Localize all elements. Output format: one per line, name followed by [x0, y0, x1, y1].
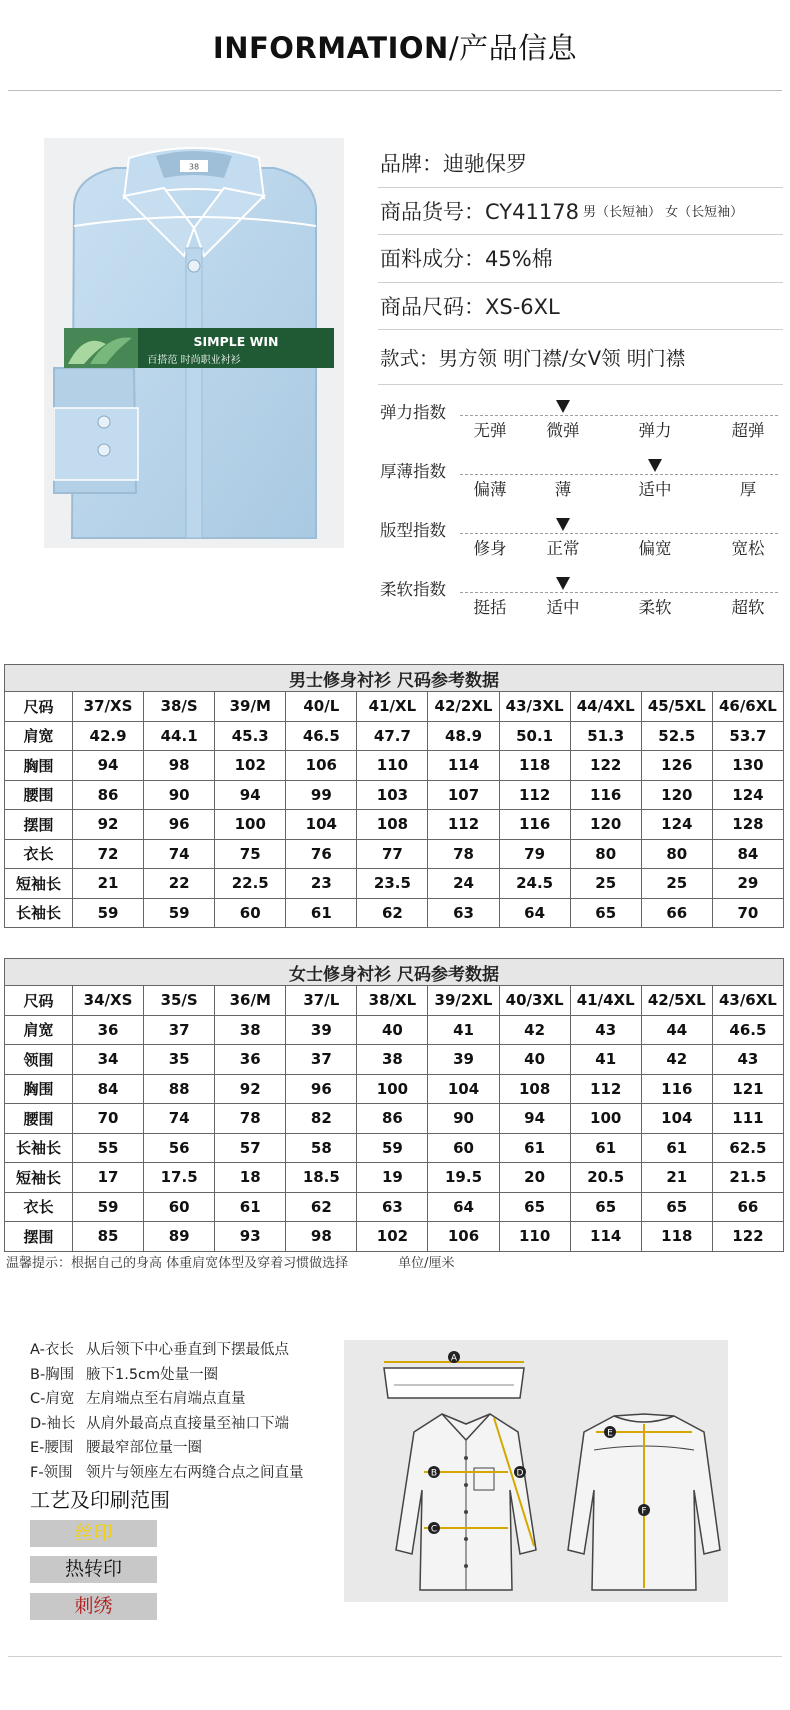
index-scale-line — [460, 533, 778, 534]
table-cell: 43 — [570, 1015, 641, 1045]
table-cell: 41/4XL — [570, 986, 641, 1016]
table-cell: 34 — [73, 1045, 144, 1075]
info-size: 商品尺码：XS-6XL — [378, 283, 783, 331]
table-cell: 39/M — [215, 692, 286, 722]
table-cell: 126 — [641, 751, 712, 781]
table-cell: 103 — [357, 780, 428, 810]
table-cell: 57 — [215, 1133, 286, 1163]
table-cell: 79 — [499, 839, 570, 869]
table-cell: 17 — [73, 1163, 144, 1193]
men-size-table — [4, 664, 784, 928]
table-cell: 24 — [428, 869, 499, 899]
table-cell: 36 — [73, 1015, 144, 1045]
table-cell: 37 — [286, 1045, 357, 1075]
women-size-table — [4, 958, 784, 1252]
table-cell: 75 — [215, 839, 286, 869]
table-cell: 99 — [286, 780, 357, 810]
table-cell: 112 — [570, 1074, 641, 1104]
row-label: 短袖长 — [5, 1163, 73, 1193]
title-cn: /产品信息 — [448, 31, 578, 65]
size-tip: 温馨提示：根据自己的身高 体重肩宽体型及穿着习惯做选择 单位/厘米 — [6, 1256, 455, 1271]
table-cell: 46.5 — [712, 1015, 783, 1045]
table-cell: 106 — [286, 751, 357, 781]
row-label: 腰围 — [5, 1104, 73, 1134]
table-cell: 46/6XL — [712, 692, 783, 722]
index-label: 弹力指数 — [380, 403, 446, 422]
table-cell: 72 — [73, 839, 144, 869]
table-cell: 106 — [428, 1222, 499, 1252]
index-option: 宽松 — [731, 539, 765, 558]
table-cell: 65 — [570, 898, 641, 928]
index-option: 无弹 — [473, 421, 507, 440]
table-row — [5, 1045, 784, 1075]
table-cell: 21 — [73, 869, 144, 899]
craft-heat-transfer: 热转印 — [30, 1556, 157, 1583]
table-cell: 34/XS — [73, 986, 144, 1016]
table-cell: 42 — [499, 1015, 570, 1045]
table-cell: 84 — [712, 839, 783, 869]
table-cell: 78 — [215, 1104, 286, 1134]
table-cell: 37/XS — [73, 692, 144, 722]
legend-item: B-胸围 腋下1.5cm处量一圈 — [30, 1366, 219, 1383]
svg-text:E: E — [607, 1428, 613, 1439]
legend-item: A-衣长 从后领下中心垂直到下摆最低点 — [30, 1342, 289, 1358]
table-cell: 82 — [286, 1104, 357, 1134]
index-label: 柔软指数 — [380, 580, 446, 599]
table-cell: 77 — [357, 839, 428, 869]
legend-item: F-领围 领片与领座左右两缝合点之间直量 — [30, 1464, 304, 1481]
table-cell: 94 — [499, 1104, 570, 1134]
table-cell: 120 — [570, 810, 641, 840]
row-label: 长袖长 — [5, 1133, 73, 1163]
table-cell: 66 — [641, 898, 712, 928]
table-cell: 110 — [357, 751, 428, 781]
table-cell: 52.5 — [641, 721, 712, 751]
table-cell: 74 — [144, 839, 215, 869]
index-option: 柔软 — [638, 598, 672, 617]
table-cell: 122 — [712, 1222, 783, 1252]
index-option: 适中 — [638, 480, 672, 499]
table-cell: 19.5 — [428, 1163, 499, 1193]
table-cell: 111 — [712, 1104, 783, 1134]
women_table-header-row — [5, 986, 784, 1016]
table-cell: 44/4XL — [570, 692, 641, 722]
legend-item: D-袖长 从肩外最高点直接量至袖口下端 — [30, 1415, 289, 1432]
table-cell: 22.5 — [215, 869, 286, 899]
table-cell: 62.5 — [712, 1133, 783, 1163]
women-table-title: 女士修身衬衫 尺码参考数据 — [5, 959, 784, 986]
info-sku-note: 男（长短袖） 女（长短袖） — [582, 205, 744, 221]
table-cell: 59 — [357, 1133, 428, 1163]
product-photo — [44, 138, 344, 548]
table-cell: 37/L — [286, 986, 357, 1016]
table-cell: 36/M — [215, 986, 286, 1016]
table-cell: 62 — [357, 898, 428, 928]
table-cell: 42.9 — [73, 721, 144, 751]
table-cell: 61 — [641, 1133, 712, 1163]
info-style: 款式：男方领 明门襟/女V领 明门襟 — [378, 330, 783, 385]
table-cell: 37 — [144, 1015, 215, 1045]
table-cell: 92 — [73, 810, 144, 840]
table-cell: 38 — [215, 1015, 286, 1045]
table-cell: 96 — [286, 1074, 357, 1104]
table-cell: 38/S — [144, 692, 215, 722]
table-cell: 40/3XL — [499, 986, 570, 1016]
table-cell: 63 — [357, 1192, 428, 1222]
index-option: 挺括 — [473, 598, 507, 617]
table-cell: 35/S — [144, 986, 215, 1016]
table-cell: 116 — [570, 780, 641, 810]
table-cell: 63 — [428, 898, 499, 928]
table-cell: 55 — [73, 1133, 144, 1163]
table-cell: 128 — [712, 810, 783, 840]
table-cell: 65 — [570, 1192, 641, 1222]
table-cell: 19 — [357, 1163, 428, 1193]
table-cell: 64 — [428, 1192, 499, 1222]
table-row — [5, 721, 784, 751]
table-cell: 36 — [215, 1045, 286, 1075]
table-cell: 43/3XL — [499, 692, 570, 722]
table-cell: 46.5 — [286, 721, 357, 751]
product-info — [378, 140, 783, 385]
table-cell: 35 — [144, 1045, 215, 1075]
table-cell: 100 — [570, 1104, 641, 1134]
index-option: 修身 — [473, 539, 507, 558]
table-cell: 65 — [499, 1192, 570, 1222]
table-cell: 98 — [144, 751, 215, 781]
table-cell: 60 — [428, 1133, 499, 1163]
table-row — [5, 869, 784, 899]
index-elasticity — [378, 395, 783, 454]
table-cell: 58 — [286, 1133, 357, 1163]
table-cell: 41 — [570, 1045, 641, 1075]
table-cell: 61 — [286, 898, 357, 928]
info-brand: 品牌：迪驰保罗 — [378, 140, 783, 188]
collar-sketch — [384, 1362, 524, 1398]
table-cell: 18.5 — [286, 1163, 357, 1193]
table-row — [5, 751, 784, 781]
index-label: 厚薄指数 — [380, 462, 446, 481]
svg-text:A: A — [450, 1353, 458, 1364]
index-selected-arrow-icon — [556, 518, 570, 531]
index-selected-arrow-icon — [648, 459, 662, 472]
row-label: 肩宽 — [5, 1015, 73, 1045]
table-cell: 17.5 — [144, 1163, 215, 1193]
table-cell: 53.7 — [712, 721, 783, 751]
table-cell: 78 — [428, 839, 499, 869]
table-cell: 29 — [712, 869, 783, 899]
table-row — [5, 1192, 784, 1222]
table-cell: 124 — [641, 810, 712, 840]
table-cell: 118 — [641, 1222, 712, 1252]
index-label: 版型指数 — [380, 521, 446, 540]
row-label: 摆围 — [5, 1222, 73, 1252]
table-cell: 90 — [144, 780, 215, 810]
table-cell: 43/6XL — [712, 986, 783, 1016]
table-cell: 59 — [73, 898, 144, 928]
table-cell: 89 — [144, 1222, 215, 1252]
index-option: 超软 — [731, 598, 765, 617]
legend-item: E-腰围 腰最窄部位量一圈 — [30, 1440, 202, 1456]
table-cell: 124 — [712, 780, 783, 810]
table-cell: 80 — [641, 839, 712, 869]
table-cell: 108 — [499, 1074, 570, 1104]
table-cell: 21 — [641, 1163, 712, 1193]
table-row — [5, 1222, 784, 1252]
table-cell: 38/XL — [357, 986, 428, 1016]
table-cell: 122 — [570, 751, 641, 781]
table-cell: 86 — [73, 780, 144, 810]
table-cell: 94 — [215, 780, 286, 810]
row-label: 胸围 — [5, 1074, 73, 1104]
table-cell: 56 — [144, 1133, 215, 1163]
table-cell: 48.9 — [428, 721, 499, 751]
table-cell: 112 — [499, 780, 570, 810]
table-cell: 118 — [499, 751, 570, 781]
row-label: 尺码 — [5, 692, 73, 722]
measure-diagram — [344, 1340, 728, 1602]
table-row — [5, 780, 784, 810]
table-cell: 22 — [144, 869, 215, 899]
index-option: 正常 — [546, 539, 580, 558]
row-label: 长袖长 — [5, 898, 73, 928]
info-fabric: 面料成分：45%棉 — [378, 235, 783, 283]
table-cell: 61 — [215, 1192, 286, 1222]
index-fit — [378, 513, 783, 572]
table-cell: 20 — [499, 1163, 570, 1193]
index-scale-line — [460, 415, 778, 416]
table-cell: 44 — [641, 1015, 712, 1045]
table-cell: 80 — [570, 839, 641, 869]
table-row — [5, 1133, 784, 1163]
index-option: 偏薄 — [473, 480, 507, 499]
table-cell: 59 — [73, 1192, 144, 1222]
craft-silk-print: 丝印 — [30, 1520, 157, 1547]
table-cell: 45/5XL — [641, 692, 712, 722]
table-cell: 102 — [215, 751, 286, 781]
row-label: 腰围 — [5, 780, 73, 810]
table-cell: 100 — [357, 1074, 428, 1104]
legend-item: C-肩宽 左肩端点至右肩端点直量 — [30, 1391, 246, 1407]
index-scale-line — [460, 474, 778, 475]
table-cell: 24.5 — [499, 869, 570, 899]
row-label: 短袖长 — [5, 869, 73, 899]
table-cell: 94 — [73, 751, 144, 781]
table-cell: 114 — [570, 1222, 641, 1252]
svg-text:D: D — [516, 1468, 524, 1479]
table-cell: 41 — [428, 1015, 499, 1045]
table-cell: 25 — [570, 869, 641, 899]
table-cell: 25 — [641, 869, 712, 899]
index-selected-arrow-icon — [556, 577, 570, 590]
index-thickness — [378, 454, 783, 513]
table-cell: 92 — [215, 1074, 286, 1104]
table-cell: 61 — [570, 1133, 641, 1163]
table-cell: 130 — [712, 751, 783, 781]
table-cell: 20.5 — [570, 1163, 641, 1193]
table-cell: 43 — [712, 1045, 783, 1075]
table-cell: 47.7 — [357, 721, 428, 751]
table-cell: 86 — [357, 1104, 428, 1134]
table-cell: 40/L — [286, 692, 357, 722]
table-cell: 45.3 — [215, 721, 286, 751]
table-cell: 23 — [286, 869, 357, 899]
measure-legend — [30, 1338, 350, 1485]
table-cell: 39/2XL — [428, 986, 499, 1016]
men-table-title: 男士修身衬衫 尺码参考数据 — [5, 665, 784, 692]
unit-note: 单位/厘米 — [398, 1256, 455, 1271]
table-cell: 44.1 — [144, 721, 215, 751]
row-label: 尺码 — [5, 986, 73, 1016]
banner-cn-text: 百搭范 时尚职业衬衫 — [147, 355, 241, 366]
row-label: 摆围 — [5, 810, 73, 840]
table-cell: 116 — [499, 810, 570, 840]
table-cell: 51.3 — [570, 721, 641, 751]
table-row — [5, 1074, 784, 1104]
header-divider — [8, 90, 782, 91]
table-cell: 39 — [428, 1045, 499, 1075]
table-cell: 61 — [499, 1133, 570, 1163]
table-cell: 42/5XL — [641, 986, 712, 1016]
table-cell: 39 — [286, 1015, 357, 1045]
table-cell: 21.5 — [712, 1163, 783, 1193]
index-option: 偏宽 — [638, 539, 672, 558]
men_table-header-row — [5, 692, 784, 722]
table-cell: 42 — [641, 1045, 712, 1075]
table-cell: 96 — [144, 810, 215, 840]
svg-text:F: F — [641, 1506, 647, 1517]
table-row — [5, 810, 784, 840]
table-cell: 42/2XL — [428, 692, 499, 722]
craft-embroidery: 刺绣 — [30, 1593, 157, 1620]
index-option: 微弹 — [546, 421, 580, 440]
footer-divider — [8, 1656, 782, 1657]
table-cell: 84 — [73, 1074, 144, 1104]
table-cell: 88 — [144, 1074, 215, 1104]
index-option: 弹力 — [638, 421, 672, 440]
table-cell: 65 — [641, 1192, 712, 1222]
table-cell: 114 — [428, 751, 499, 781]
table-cell: 40 — [357, 1015, 428, 1045]
table-cell: 108 — [357, 810, 428, 840]
table-cell: 60 — [215, 898, 286, 928]
table-row — [5, 839, 784, 869]
banner-en-text: SIMPLE WIN — [193, 334, 279, 349]
table-cell: 104 — [428, 1074, 499, 1104]
table-cell: 90 — [428, 1104, 499, 1134]
table-cell: 85 — [73, 1222, 144, 1252]
index-scale-line — [460, 592, 778, 593]
row-label: 衣长 — [5, 1192, 73, 1222]
table-cell: 70 — [73, 1104, 144, 1134]
index-option: 适中 — [546, 598, 580, 617]
table-cell: 102 — [357, 1222, 428, 1252]
table-row — [5, 1015, 784, 1045]
info-sku: 商品货号：CY41178 男（长短袖） 女（长短袖） — [378, 188, 783, 236]
table-cell: 116 — [641, 1074, 712, 1104]
table-cell: 76 — [286, 839, 357, 869]
title-en: INFORMATION — [212, 31, 449, 65]
index-option: 厚 — [739, 480, 757, 499]
index-option: 超弹 — [731, 421, 765, 440]
table-cell: 62 — [286, 1192, 357, 1222]
row-label: 领围 — [5, 1045, 73, 1075]
table-cell: 104 — [641, 1104, 712, 1134]
craft-title: 工艺及印刷范围 — [30, 1488, 170, 1512]
table-cell: 74 — [144, 1104, 215, 1134]
table-cell: 41/XL — [357, 692, 428, 722]
table-row — [5, 898, 784, 928]
table-cell: 100 — [215, 810, 286, 840]
table-cell: 121 — [712, 1074, 783, 1104]
fit-indices — [378, 395, 783, 631]
svg-text:B: B — [430, 1468, 438, 1479]
table-cell: 70 — [712, 898, 783, 928]
table-cell: 59 — [144, 898, 215, 928]
table-cell: 110 — [499, 1222, 570, 1252]
table-cell: 107 — [428, 780, 499, 810]
table-cell: 93 — [215, 1222, 286, 1252]
table-row — [5, 1163, 784, 1193]
page-title — [0, 26, 790, 67]
table-cell: 104 — [286, 810, 357, 840]
svg-text:C: C — [430, 1524, 438, 1535]
table-cell: 23.5 — [357, 869, 428, 899]
table-cell: 60 — [144, 1192, 215, 1222]
index-selected-arrow-icon — [556, 400, 570, 413]
table-cell: 98 — [286, 1222, 357, 1252]
collar-tag-text: 38 — [188, 162, 200, 172]
table-cell: 18 — [215, 1163, 286, 1193]
table-cell: 38 — [357, 1045, 428, 1075]
table-cell: 112 — [428, 810, 499, 840]
row-label: 衣长 — [5, 839, 73, 869]
table-cell: 120 — [641, 780, 712, 810]
table-cell: 40 — [499, 1045, 570, 1075]
table-cell: 50.1 — [499, 721, 570, 751]
row-label: 肩宽 — [5, 721, 73, 751]
table-cell: 64 — [499, 898, 570, 928]
table-cell: 66 — [712, 1192, 783, 1222]
table-row — [5, 1104, 784, 1134]
page-header — [0, 26, 790, 67]
index-softness — [378, 572, 783, 631]
row-label: 胸围 — [5, 751, 73, 781]
index-option: 薄 — [554, 480, 572, 499]
